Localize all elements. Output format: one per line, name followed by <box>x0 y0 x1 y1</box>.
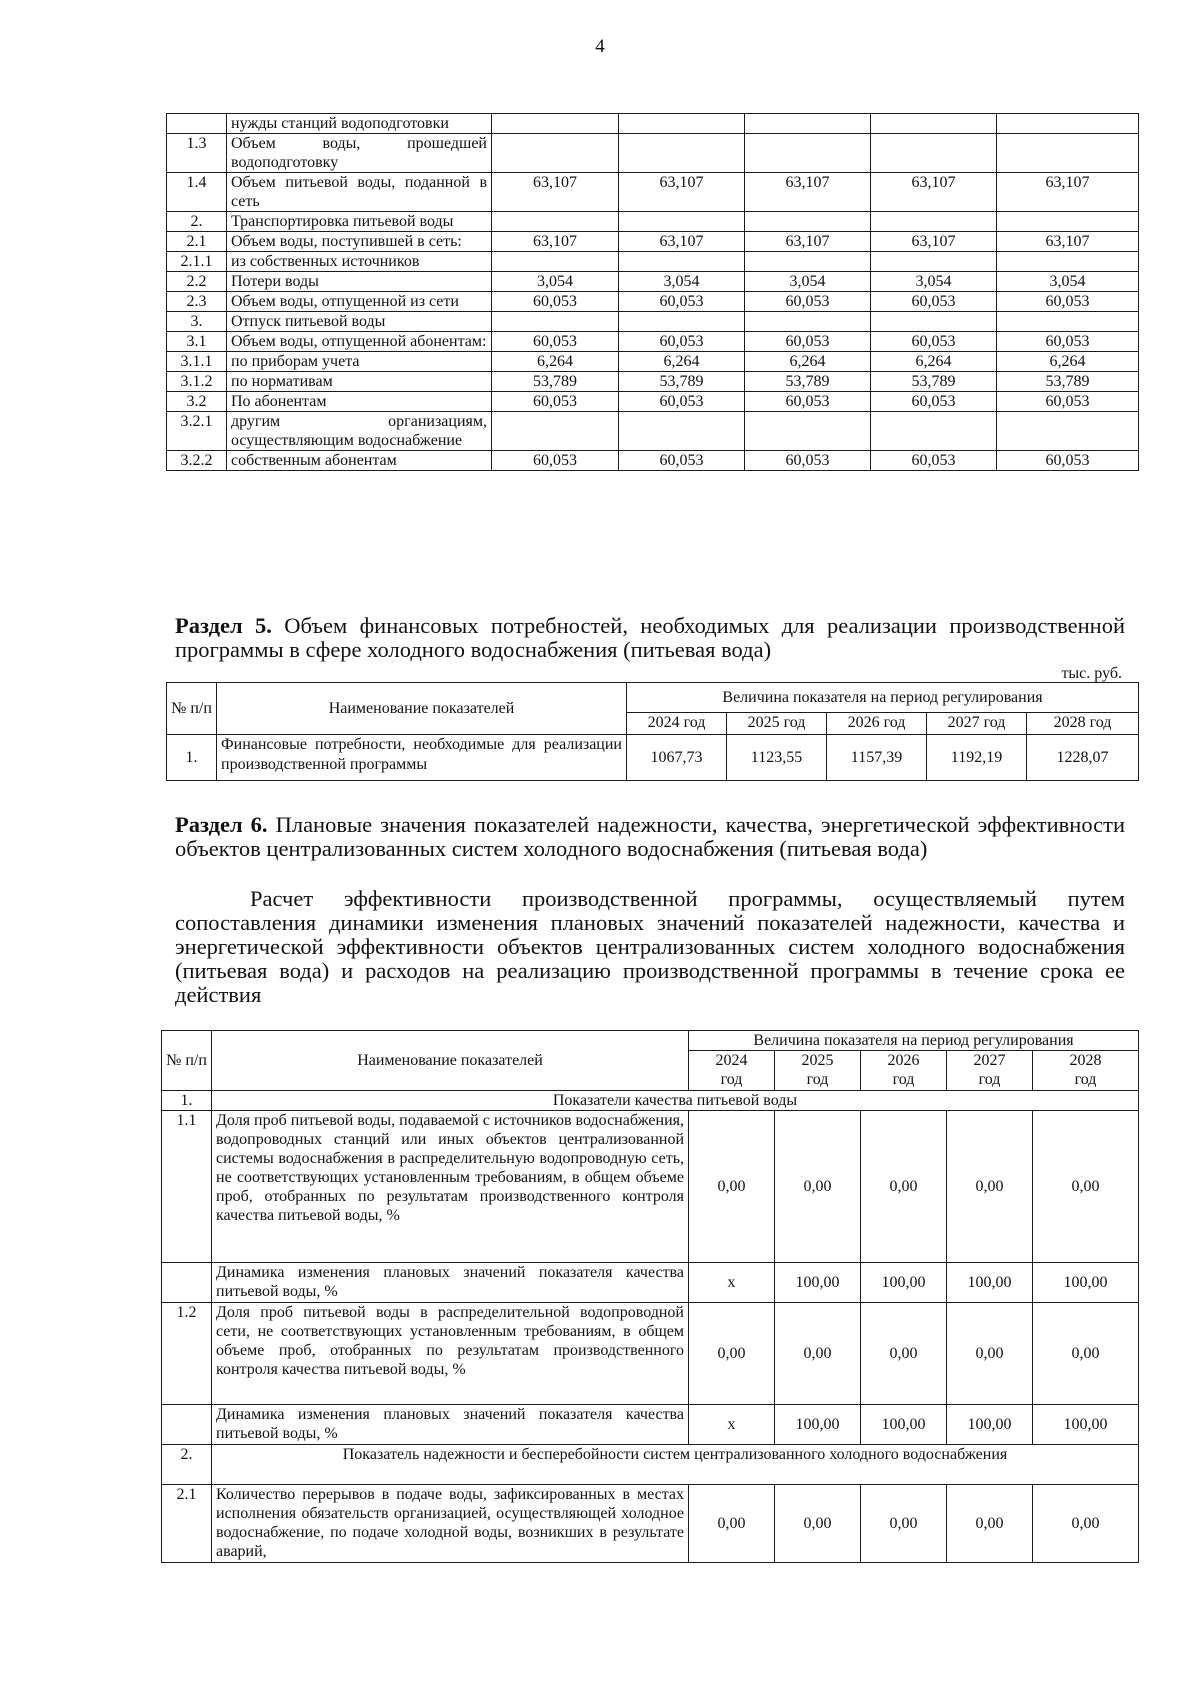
row-number: 2. <box>167 212 227 232</box>
value-cell: 100,00 <box>775 1405 861 1445</box>
value-cell: 60,053 <box>492 292 619 312</box>
table-row <box>167 173 1139 212</box>
value-cell <box>997 412 1139 451</box>
row-number: 1.3 <box>167 134 227 173</box>
value-cell: 63,107 <box>745 173 871 212</box>
value-cell: 60,053 <box>871 332 997 352</box>
section-6-title: Плановые значения показателей надежности, качества, энергетической эффективности объектов централизованных систем холодного водоснабжения (питьевая вода) <box>175 812 1125 861</box>
value-cell <box>492 134 619 173</box>
table-row <box>167 412 1139 451</box>
col-num-header: № п/п <box>162 1031 212 1091</box>
value-cell: 3,054 <box>997 272 1139 292</box>
value-cell: 100,00 <box>861 1263 947 1303</box>
group-number: 1. <box>162 1091 212 1111</box>
value-cell <box>619 412 745 451</box>
row-number: 1. <box>167 735 217 781</box>
table-row <box>167 332 1139 352</box>
value-cell <box>871 212 997 232</box>
table-row <box>167 134 1139 173</box>
row-number: 2.1 <box>167 232 227 252</box>
row-number <box>162 1405 212 1445</box>
value-cell: 0,00 <box>1033 1485 1139 1563</box>
row-number: 3.2.1 <box>167 412 227 451</box>
row-number: 3.2 <box>167 392 227 412</box>
value-cell: 100,00 <box>1033 1405 1139 1445</box>
row-name: Объем воды, отпущенной абонентам: <box>227 332 492 352</box>
value-cell: 1228,07 <box>1027 735 1139 781</box>
row-name: Объем воды, отпущенной из сети <box>227 292 492 312</box>
value-cell: 53,789 <box>619 372 745 392</box>
table-row <box>167 352 1139 372</box>
row-name: Объем питьевой воды, поданной в сеть <box>227 173 492 212</box>
value-cell: 63,107 <box>997 173 1139 212</box>
value-cell: 6,264 <box>997 352 1139 372</box>
value-cell <box>492 212 619 232</box>
table-row <box>162 1303 1139 1405</box>
row-number: 2.3 <box>167 292 227 312</box>
value-cell: 63,107 <box>619 173 745 212</box>
row-name: Динамика изменения плановых значений показателя качества питьевой воды, % <box>212 1263 689 1303</box>
value-cell: 6,264 <box>619 352 745 372</box>
col-name-header: Наименование показателей <box>212 1031 689 1091</box>
table-row <box>162 1263 1139 1303</box>
value-cell: 3,054 <box>492 272 619 292</box>
value-cell: 0,00 <box>861 1485 947 1563</box>
year-header: 2025 год <box>775 1051 861 1091</box>
value-cell: 6,264 <box>745 352 871 372</box>
value-cell: 60,053 <box>745 332 871 352</box>
value-cell <box>871 114 997 134</box>
value-cell: 63,107 <box>997 232 1139 252</box>
group-number: 2. <box>162 1445 212 1485</box>
table-row <box>162 1485 1139 1563</box>
period-header: Величина показателя на период регулирования <box>627 683 1139 713</box>
row-number: 2.1 <box>162 1485 212 1563</box>
table-row <box>167 451 1139 471</box>
value-cell: 0,00 <box>689 1485 775 1563</box>
row-number: 2.1.1 <box>167 252 227 272</box>
value-cell <box>745 134 871 173</box>
value-cell: 6,264 <box>871 352 997 372</box>
value-cell <box>619 252 745 272</box>
value-cell: 60,053 <box>997 292 1139 312</box>
row-number: 3. <box>167 312 227 332</box>
value-cell <box>745 114 871 134</box>
row-name: из собственных источников <box>227 252 492 272</box>
section-5-heading <box>175 614 1125 662</box>
section-6-paragraph: Расчет эффективности производственной программы, осуществляемый путем сопоставления динамики изменения плановых значений показателей надежности, качества и энергетической эффективности объектов централизованных систем холодного водоснабжения (питьевая вода) и расходов на реализацию производственной программы в течение срока ее действия <box>175 886 1125 1007</box>
value-cell: x <box>689 1405 775 1445</box>
table-row <box>162 1405 1139 1445</box>
row-name: собственным абонентам <box>227 451 492 471</box>
col-num-header: № п/п <box>167 683 217 735</box>
year-header: 2024 год <box>689 1051 775 1091</box>
value-cell: 1123,55 <box>727 735 827 781</box>
value-cell: 3,054 <box>619 272 745 292</box>
row-number: 3.2.2 <box>167 451 227 471</box>
value-cell <box>745 252 871 272</box>
value-cell <box>492 312 619 332</box>
year-header: 2027 год <box>947 1051 1033 1091</box>
value-cell: 60,053 <box>745 451 871 471</box>
value-cell <box>619 114 745 134</box>
value-cell: 6,264 <box>492 352 619 372</box>
col-name-header: Наименование показателей <box>217 683 627 735</box>
value-cell <box>492 412 619 451</box>
value-cell: 100,00 <box>947 1405 1033 1445</box>
row-number: 3.1.1 <box>167 352 227 372</box>
table-row <box>162 1111 1139 1263</box>
value-cell: 0,00 <box>689 1303 775 1405</box>
value-cell: x <box>689 1263 775 1303</box>
value-cell: 1192,19 <box>927 735 1027 781</box>
value-cell <box>997 252 1139 272</box>
value-cell: 63,107 <box>619 232 745 252</box>
indicators-table <box>161 1030 1139 1563</box>
table-row <box>167 212 1139 232</box>
value-cell <box>492 252 619 272</box>
value-cell: 60,053 <box>492 392 619 412</box>
row-name: Отпуск питьевой воды <box>227 312 492 332</box>
row-number: 2.2 <box>167 272 227 292</box>
value-cell <box>997 134 1139 173</box>
table-row <box>167 252 1139 272</box>
value-cell: 60,053 <box>619 392 745 412</box>
value-cell: 60,053 <box>997 451 1139 471</box>
value-cell: 60,053 <box>619 451 745 471</box>
value-cell <box>997 312 1139 332</box>
row-number: 3.1 <box>167 332 227 352</box>
section-5-title: Объем финансовых потребностей, необходимых для реализации производственной программы в сфере холодного водоснабжения (питьевая вода) <box>175 613 1125 662</box>
value-cell: 53,789 <box>871 372 997 392</box>
value-cell: 0,00 <box>947 1111 1033 1263</box>
row-number <box>167 114 227 134</box>
value-cell: 60,053 <box>492 451 619 471</box>
value-cell: 100,00 <box>947 1263 1033 1303</box>
table-row <box>167 292 1139 312</box>
value-cell: 1157,39 <box>827 735 927 781</box>
period-header: Величина показателя на период регулирования <box>689 1031 1139 1051</box>
value-cell: 63,107 <box>871 232 997 252</box>
row-name: Динамика изменения плановых значений показателя качества питьевой воды, % <box>212 1405 689 1445</box>
value-cell: 60,053 <box>745 292 871 312</box>
year-header: 2028 год <box>1033 1051 1139 1091</box>
value-cell: 0,00 <box>947 1485 1033 1563</box>
year-header: 2026 год <box>827 713 927 735</box>
row-name: Потери воды <box>227 272 492 292</box>
year-header: 2028 год <box>1027 713 1139 735</box>
value-cell: 63,107 <box>871 173 997 212</box>
value-cell: 100,00 <box>1033 1263 1139 1303</box>
value-cell: 53,789 <box>492 372 619 392</box>
value-cell: 0,00 <box>775 1303 861 1405</box>
row-name: Доля проб питьевой воды в распределительной водопроводной сети, не соответствующих установленным требованиям, в общем объеме проб, отобранных по результатам производственного контроля качества питьевой воды, % <box>212 1303 689 1405</box>
value-cell: 63,107 <box>745 232 871 252</box>
value-cell: 0,00 <box>1033 1303 1139 1405</box>
row-name: Объем воды, прошедшей водоподготовку <box>227 134 492 173</box>
row-number: 1.2 <box>162 1303 212 1405</box>
row-name: Объем воды, поступившей в сеть: <box>227 232 492 252</box>
value-cell <box>871 312 997 332</box>
row-name: Количество перерывов в подаче воды, зафиксированных в местах исполнения обязательств организацией, осуществляющей холодное водоснабжение, по подаче холодной воды, возникших в результате аварий, <box>212 1485 689 1563</box>
year-header: 2025 год <box>727 713 827 735</box>
row-name: нужды станций водоподготовки <box>227 114 492 134</box>
page-number: 4 <box>595 36 605 57</box>
value-cell <box>871 134 997 173</box>
value-cell <box>619 312 745 332</box>
value-cell: 53,789 <box>997 372 1139 392</box>
group-title: Показатель надежности и бесперебойности систем централизованного холодного водоснабжения <box>212 1445 1139 1485</box>
value-cell: 0,00 <box>861 1111 947 1263</box>
value-cell: 63,107 <box>492 173 619 212</box>
row-name: по приборам учета <box>227 352 492 372</box>
row-number: 1.4 <box>167 173 227 212</box>
table-row <box>167 392 1139 412</box>
row-name: По абонентам <box>227 392 492 412</box>
value-cell: 3,054 <box>871 272 997 292</box>
section-5-label: Раздел 5. <box>175 613 272 638</box>
year-header: 2027 год <box>927 713 1027 735</box>
row-number: 1.1 <box>162 1111 212 1263</box>
table-row <box>167 312 1139 332</box>
row-name: Финансовые потребности, необходимые для реализации производственной программы <box>217 735 627 781</box>
value-cell: 60,053 <box>871 451 997 471</box>
value-cell: 0,00 <box>689 1111 775 1263</box>
value-cell: 0,00 <box>775 1485 861 1563</box>
value-cell: 53,789 <box>745 372 871 392</box>
value-cell: 60,053 <box>619 332 745 352</box>
value-cell <box>745 412 871 451</box>
value-cell: 100,00 <box>861 1405 947 1445</box>
row-name: Доля проб питьевой воды, подаваемой с источников водоснабжения, водопроводных станций или иных объектов централизованной системы водоснабжения в распределительную водопроводную сеть, не соответствующих установленным требованиям, в общем объеме проб, отобранных по результатам производственного контроля качества питьевой воды, % <box>212 1111 689 1263</box>
value-cell: 100,00 <box>775 1263 861 1303</box>
table-row <box>167 372 1139 392</box>
row-number: 3.1.2 <box>167 372 227 392</box>
value-cell: 0,00 <box>1033 1111 1139 1263</box>
value-cell <box>492 114 619 134</box>
table-row <box>167 272 1139 292</box>
value-cell <box>619 134 745 173</box>
row-number <box>162 1263 212 1303</box>
value-cell: 60,053 <box>997 332 1139 352</box>
value-cell <box>745 212 871 232</box>
section-6-label: Раздел 6. <box>175 812 268 837</box>
value-cell: 60,053 <box>492 332 619 352</box>
section-6-heading <box>175 813 1125 861</box>
value-cell: 0,00 <box>775 1111 861 1263</box>
value-cell <box>997 114 1139 134</box>
financial-needs-table <box>166 682 1139 781</box>
water-balance-table <box>166 113 1139 471</box>
row-name: Транспортировка питьевой воды <box>227 212 492 232</box>
year-header: 2024 год <box>627 713 727 735</box>
value-cell: 60,053 <box>745 392 871 412</box>
value-cell: 0,00 <box>947 1303 1033 1405</box>
value-cell: 60,053 <box>871 392 997 412</box>
value-cell <box>619 212 745 232</box>
table-row <box>167 114 1139 134</box>
value-cell <box>871 412 997 451</box>
row-name: другим организациям, осуществляющим водоснабжение <box>227 412 492 451</box>
value-cell: 60,053 <box>997 392 1139 412</box>
table-row <box>167 232 1139 252</box>
value-cell <box>997 212 1139 232</box>
value-cell: 1067,73 <box>627 735 727 781</box>
value-cell: 60,053 <box>871 292 997 312</box>
value-cell: 3,054 <box>745 272 871 292</box>
row-name: по нормативам <box>227 372 492 392</box>
value-cell: 60,053 <box>619 292 745 312</box>
value-cell <box>871 252 997 272</box>
unit-label: тыс. руб. <box>1061 665 1122 682</box>
value-cell <box>745 312 871 332</box>
value-cell: 0,00 <box>861 1303 947 1405</box>
group-title: Показатели качества питьевой воды <box>212 1091 1139 1111</box>
year-header: 2026 год <box>861 1051 947 1091</box>
value-cell: 63,107 <box>492 232 619 252</box>
